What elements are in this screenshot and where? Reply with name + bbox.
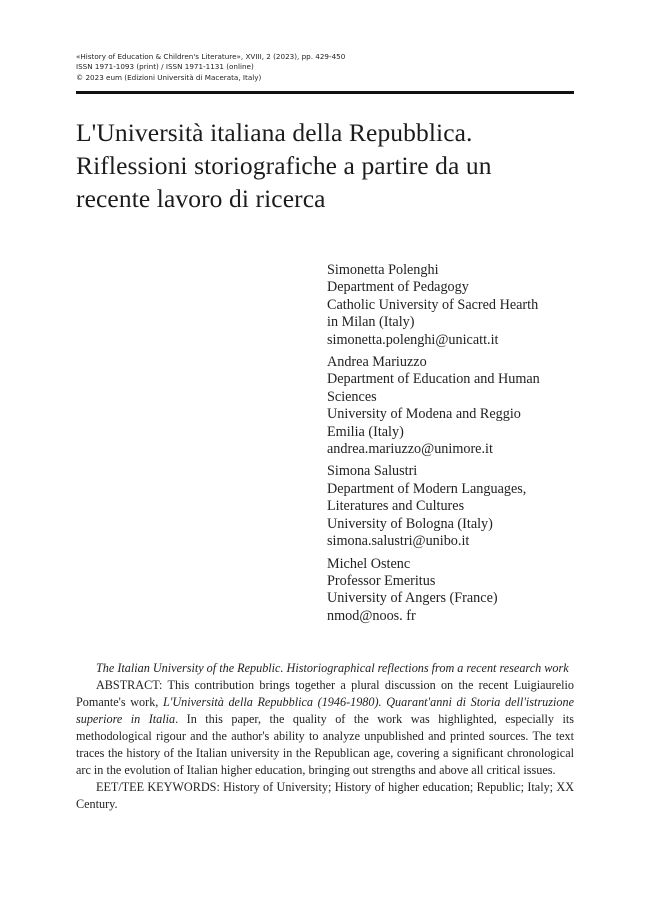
author-block (327, 463, 587, 550)
abstract-body: . In this paper, the quality of the work was highlighted, especially its methodological rigour and the author's ability to analyze unpublished and printed sources. The text traces the history of the Italian university in the Republican age, covering a significant chronological arc in the evolution of Italian higher education, bringing out strengths and above all critical issues. (76, 712, 574, 777)
abstract-intro: ABSTRACT: This contribution brings together a plural discussion on the recent Luigiaurelio Pomante's work, (76, 678, 574, 709)
author-email[interactable]: simonetta.polenghi@unicatt.it (327, 331, 499, 348)
title-line-3: recente lavoro di ricerca (76, 184, 326, 213)
author-affiliation: Emilia (Italy) (327, 423, 404, 440)
article-title (76, 116, 596, 215)
author-block (327, 354, 587, 458)
english-title: The Italian University of the Republic. Historiographical reflections from a recent research work (96, 661, 569, 675)
author-block (327, 262, 587, 349)
author-affiliation: Department of Pedagogy (327, 279, 469, 296)
author-name: Andrea Mariuzzo (327, 354, 427, 371)
author-affiliation: Professor Emeritus (327, 572, 436, 589)
author-affiliation: University of Modena and Reggio (327, 406, 521, 423)
abstract-section (76, 660, 574, 813)
author-list (327, 262, 587, 630)
copyright-line: © 2023 eum (Edizioni Università di Macerata, Italy) (76, 72, 262, 82)
issn-line: ISSN 1971-1093 (print) / ISSN 1971-1131 (online) (76, 62, 254, 72)
author-block (327, 556, 587, 626)
author-affiliation: Department of Modern Languages, (327, 480, 527, 497)
header-rule (76, 91, 574, 94)
author-affiliation: Department of Education and Human (327, 371, 540, 388)
author-affiliation: Literatures and Cultures (327, 498, 465, 515)
author-email[interactable]: simona.salustri@unibo.it (327, 533, 470, 550)
author-affiliation: Catholic University of Sacred Hearth (327, 296, 539, 313)
author-name: Simonetta Polenghi (327, 262, 439, 278)
author-email[interactable]: andrea.mariuzzo@unimore.it (327, 441, 493, 458)
abstract-text (76, 677, 574, 779)
keywords: EET/TEE KEYWORDS: History of University; History of higher education; Republic; Italy; XX Century. (76, 780, 574, 811)
title-line-1: L'Università italiana della Repubblica. (76, 118, 473, 147)
author-name: Michel Ostenc (327, 555, 411, 572)
author-affiliation: University of Bologna (Italy) (327, 515, 493, 532)
author-affiliation: in Milan (Italy) (327, 314, 415, 331)
author-name: Simona Salustri (327, 463, 418, 480)
book-title: L'Università della Repubblica (1946-1980). Quarant'anni di Storia dell'istruzione superiore in Italia (76, 695, 575, 726)
author-affiliation: University of Angers (France) (327, 590, 498, 607)
title-line-2: Riflessioni storiografiche a partire da un (76, 151, 492, 180)
journal-header (76, 52, 576, 83)
author-affiliation: Sciences (327, 388, 377, 405)
journal-citation: «History of Education & Children's Literature», XVIII, 2 (2023), pp. 429-450 (76, 52, 346, 61)
author-email[interactable]: nmod@noos. fr (327, 607, 416, 624)
